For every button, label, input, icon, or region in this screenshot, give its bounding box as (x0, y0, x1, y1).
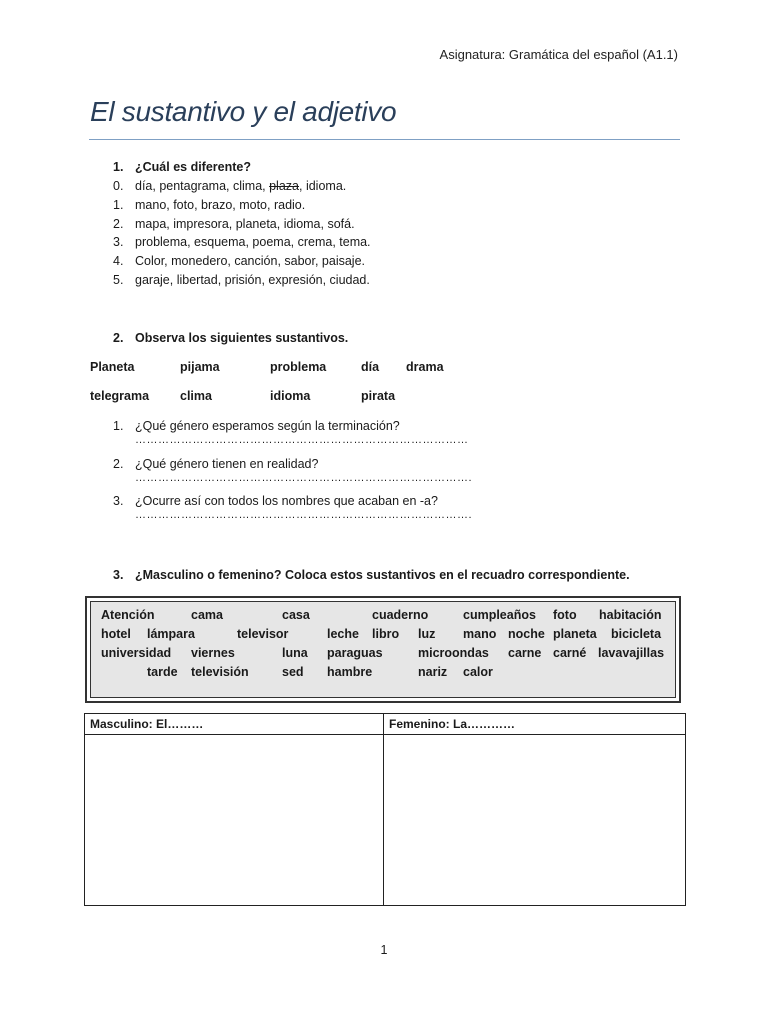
noun-word: problema (270, 360, 327, 374)
word-bank-word: televisor (237, 627, 289, 641)
word-bank-word: cuaderno (372, 608, 429, 622)
noun-word: idioma (270, 389, 311, 403)
list-item (113, 177, 371, 196)
word-bank-word: tarde (147, 665, 178, 679)
item-number: 2. (113, 216, 124, 231)
word-bank-word: luz (418, 627, 436, 641)
section1-number: 1. (113, 160, 124, 174)
table-header-row (85, 714, 686, 735)
word-bank-word: lámpara (147, 627, 195, 641)
item-number: 1. (113, 197, 124, 212)
section3-heading-text: ¿Masculino o femenino? Coloca estos sustantivos en el recuadro correspondiente. (135, 568, 630, 582)
word-bank-word: mano (463, 627, 497, 641)
section2-heading-text: Observa los siguientes sustantivos. (135, 331, 349, 345)
subject-header: Asignatura: Gramática del español (A1.1) (439, 47, 678, 62)
word-bank-word: paraguas (327, 646, 383, 660)
item-text: problema, esquema, poema, crema, tema. (135, 235, 371, 250)
list-item (113, 252, 371, 271)
section2-questions (113, 419, 473, 532)
list-item (113, 215, 371, 234)
item-text: mapa, impresora, planeta, idioma, sofá. (135, 216, 355, 231)
feminine-column-header: Femenino: La………… (384, 714, 686, 735)
noun-word: Planeta (90, 360, 135, 374)
page-title: El sustantivo y el adjetivo (90, 96, 397, 127)
section2-number: 2. (113, 331, 124, 345)
question-number: 2. (113, 456, 124, 471)
section1-heading (113, 160, 251, 174)
word-bank-word: carne (508, 646, 542, 660)
question-text: ¿Qué género tienen en realidad? (135, 456, 319, 471)
question-number: 3. (113, 494, 124, 508)
struck-word: plaza (269, 179, 299, 193)
word-bank-word: cumpleaños (463, 608, 536, 622)
word-bank-word: nariz (418, 665, 448, 679)
word-bank-word: universidad (101, 646, 172, 660)
word-bank-row (91, 608, 675, 627)
word-bank-word: luna (282, 646, 308, 660)
question-text: ¿Ocurre así con todos los nombres que acaban en -a? (135, 494, 438, 508)
noun-word: telegrama (90, 389, 150, 403)
masculine-answer-cell[interactable] (85, 735, 384, 906)
item-text: garaje, libertad, prisión, expresión, ciudad. (135, 272, 370, 287)
section2-heading (113, 331, 348, 345)
section1-list (113, 177, 371, 290)
section3-number: 3. (113, 568, 124, 582)
word-bank-word: microondas (418, 646, 489, 660)
word-bank-word: foto (553, 608, 577, 622)
answer-line[interactable]: …………………………………………………………………………… (135, 434, 469, 446)
word-bank-word: viernes (191, 646, 235, 660)
noun-word: clima (180, 389, 212, 403)
word-bank-word: hambre (327, 665, 373, 679)
word-bank-row (91, 665, 675, 684)
item-text: Color, monedero, canción, sabor, paisaje. (135, 254, 365, 269)
page-number: 1 (380, 943, 388, 957)
list-item (113, 233, 371, 252)
question-item (113, 456, 473, 495)
item-text: día, pentagrama, clima, (135, 179, 270, 193)
word-bank-word: habitación (599, 608, 662, 622)
word-bank-word: sed (282, 665, 304, 679)
answer-line[interactable]: ……………………………………………………………………………. (135, 509, 473, 521)
list-item (113, 196, 371, 215)
question-number: 1. (113, 419, 124, 433)
noun-word: día (361, 360, 380, 374)
word-bank-word: Atención (101, 608, 155, 622)
item-number: 5. (113, 272, 124, 287)
item-number: 4. (113, 254, 124, 269)
question-item (113, 419, 469, 457)
list-item (113, 271, 371, 290)
section3-heading (113, 568, 630, 582)
word-bank-word: planeta (553, 627, 597, 641)
item-text: , idioma. (299, 179, 347, 193)
answer-line[interactable]: ……………………………………………………………………………. (135, 471, 473, 484)
word-bank-word: noche (508, 627, 545, 641)
word-bank-box (85, 596, 681, 703)
feminine-answer-cell[interactable] (384, 735, 686, 906)
word-bank-word: casa (282, 608, 310, 622)
word-bank (90, 601, 676, 698)
word-bank-word: cama (191, 608, 223, 622)
item-text: mano, foto, brazo, moto, radio. (135, 197, 306, 212)
item-number: 0. (113, 179, 124, 193)
word-bank-word: televisión (191, 665, 249, 679)
masculine-column-header: Masculino: El……… (85, 714, 384, 735)
word-bank-word: libro (372, 627, 400, 641)
word-bank-word: leche (327, 627, 359, 641)
word-bank-row (91, 646, 675, 665)
noun-word: pirata (361, 389, 396, 403)
table-row (85, 735, 686, 906)
title-underline (89, 139, 680, 140)
gender-sort-table (84, 713, 686, 906)
word-bank-word: calor (463, 665, 493, 679)
word-bank-row (91, 627, 675, 646)
question-text: ¿Qué género esperamos según la terminación? (135, 419, 400, 433)
item-number: 3. (113, 235, 124, 250)
noun-word: pijama (180, 360, 220, 374)
word-bank-word: bicicleta (611, 627, 662, 641)
noun-word: drama (406, 360, 444, 374)
question-item (113, 494, 473, 532)
word-bank-word: hotel (101, 627, 131, 641)
section1-heading-text: ¿Cuál es diferente? (135, 160, 251, 174)
word-bank-word: carné (553, 646, 587, 660)
word-bank-word: lavavajillas (598, 646, 665, 660)
